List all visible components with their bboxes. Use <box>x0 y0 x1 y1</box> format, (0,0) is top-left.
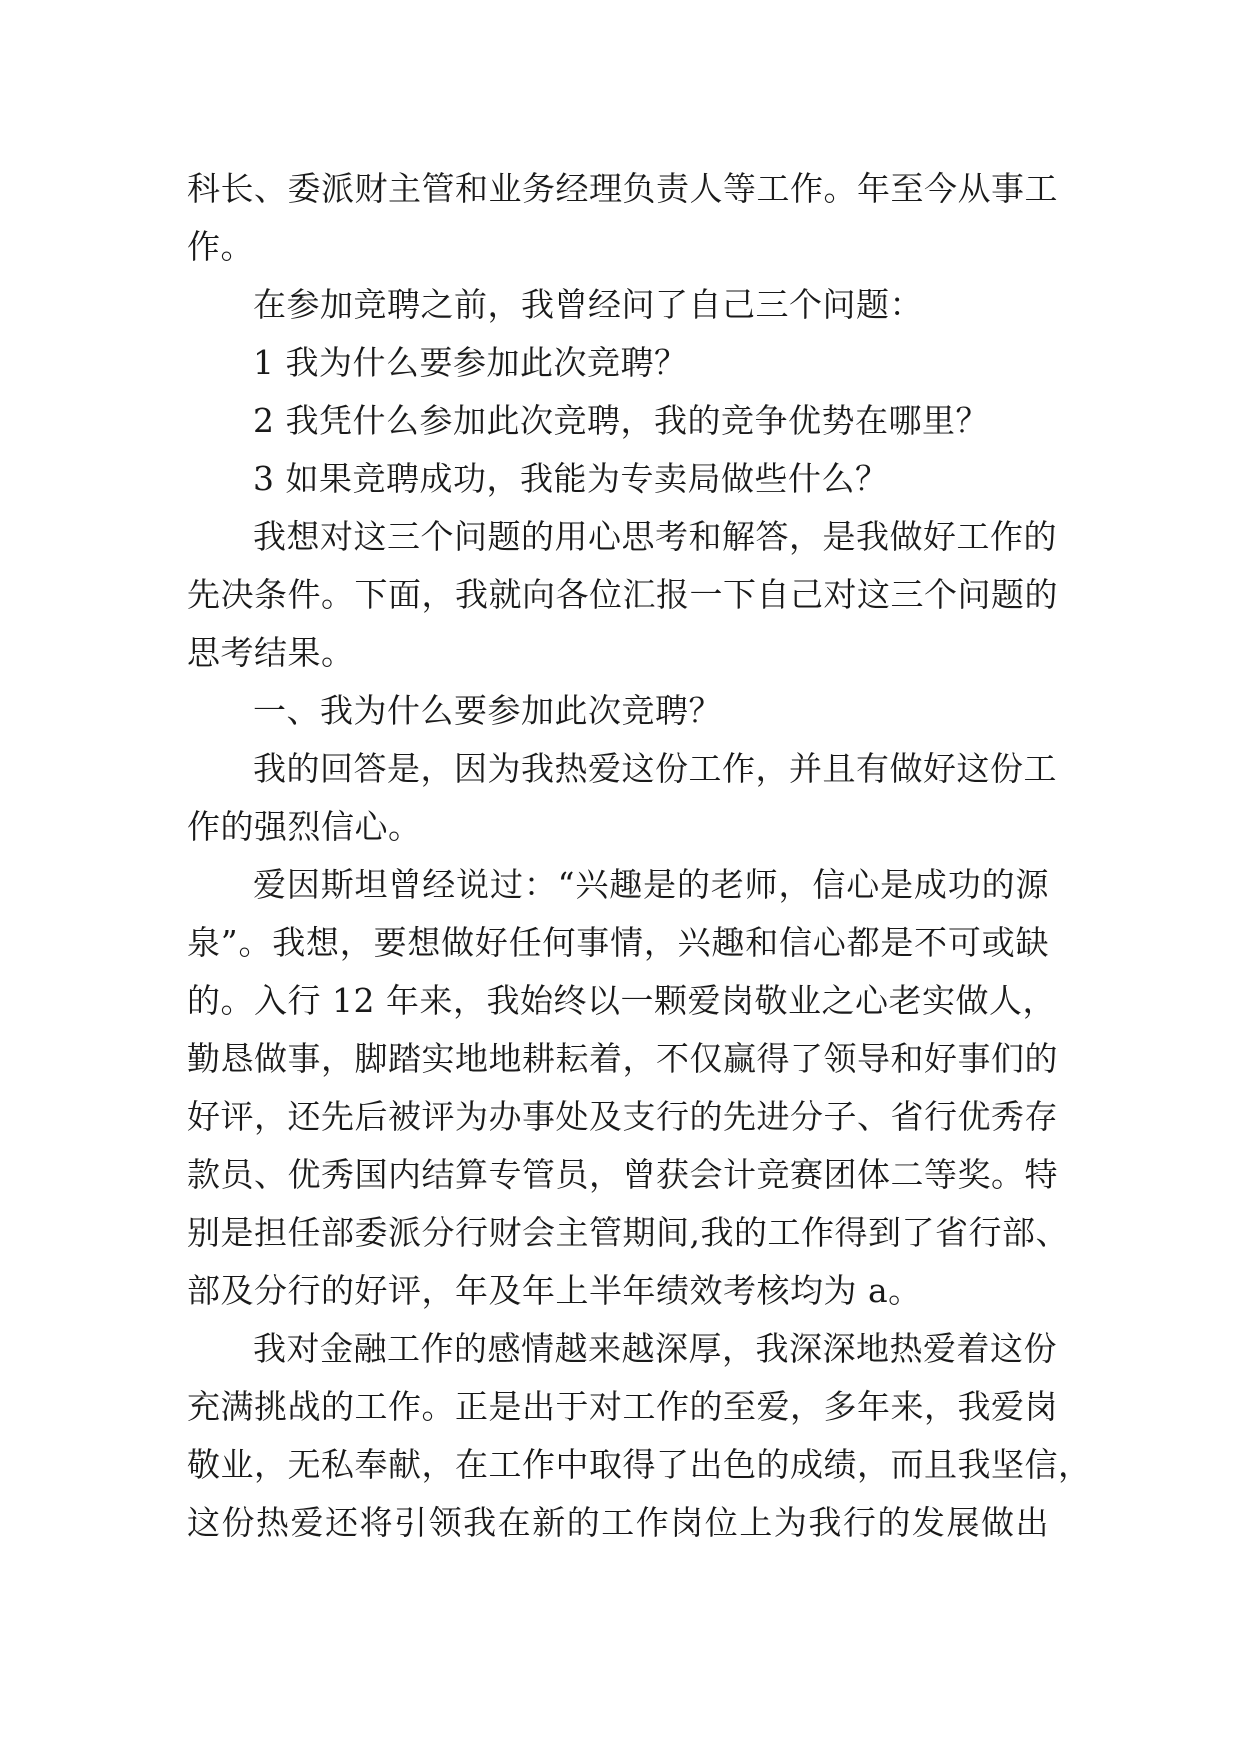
text-line: 这份热爱还将引领我在新的工作岗位上为我行的发展做出 <box>187 1503 1049 1542</box>
section-heading: 一、我为什么要参加此次竞聘？ <box>253 691 722 730</box>
text-line: 1 我为什么要参加此次竞聘？ <box>253 343 688 382</box>
text-line: 充满挑战的工作。正是出于对工作的至爱，多年来，我爱岗 <box>187 1387 1058 1426</box>
text-line: 部及分行的好评，年及年上半年绩效考核均为 a。 <box>187 1271 922 1310</box>
text-line: 我想对这三个问题的用心思考和解答，是我做好工作的 <box>253 517 1057 556</box>
text-line: 我的回答是，因为我热爱这份工作，并且有做好这份工 <box>253 749 1057 788</box>
text-line: 作。 <box>187 227 254 266</box>
text-line: 科长、委派财主管和业务经理负责人等工作。年至今从事工 <box>187 169 1058 208</box>
text-line: 爱因斯坦曾经说过：“兴趣是的老师，信心是成功的源 <box>253 865 1049 904</box>
text-line: 款员、优秀国内结算专管员，曾获会计竞赛团体二等奖。特 <box>187 1155 1058 1194</box>
text-line: 先决条件。下面，我就向各位汇报一下自己对这三个问题的 <box>187 575 1058 614</box>
text-line: 敬业，无私奉献，在工作中取得了出色的成绩，而且我坚信， <box>187 1445 1092 1484</box>
text-line: 泉”。我想，要想做好任何事情，兴趣和信心都是不可或缺 <box>187 923 1049 962</box>
text-line: 别是担任部委派分行财会主管期间,我的工作得到了省行部、 <box>187 1213 1069 1252</box>
text-line: 思考结果。 <box>187 633 355 672</box>
text-line: 好评，还先后被评为办事处及支行的先进分子、省行优秀存 <box>187 1097 1058 1136</box>
text-line: 作的强烈信心。 <box>187 807 422 846</box>
text-line: 3 如果竞聘成功，我能为专卖局做些什么？ <box>253 459 889 498</box>
document-page <box>187 160 1092 1552</box>
text-line: 在参加竞聘之前，我曾经问了自己三个问题： <box>253 285 923 324</box>
text-line: 勤恳做事，脚踏实地地耕耘着，不仅赢得了领导和好事们的 <box>187 1039 1058 1078</box>
text-line: 的。入行 12 年来，我始终以一颗爱岗敬业之心老实做人， <box>187 981 1056 1020</box>
text-line: 2 我凭什么参加此次竞聘，我的竞争优势在哪里？ <box>253 401 989 440</box>
text-line: 我对金融工作的感情越来越深厚，我深深地热爱着这份 <box>253 1329 1057 1368</box>
